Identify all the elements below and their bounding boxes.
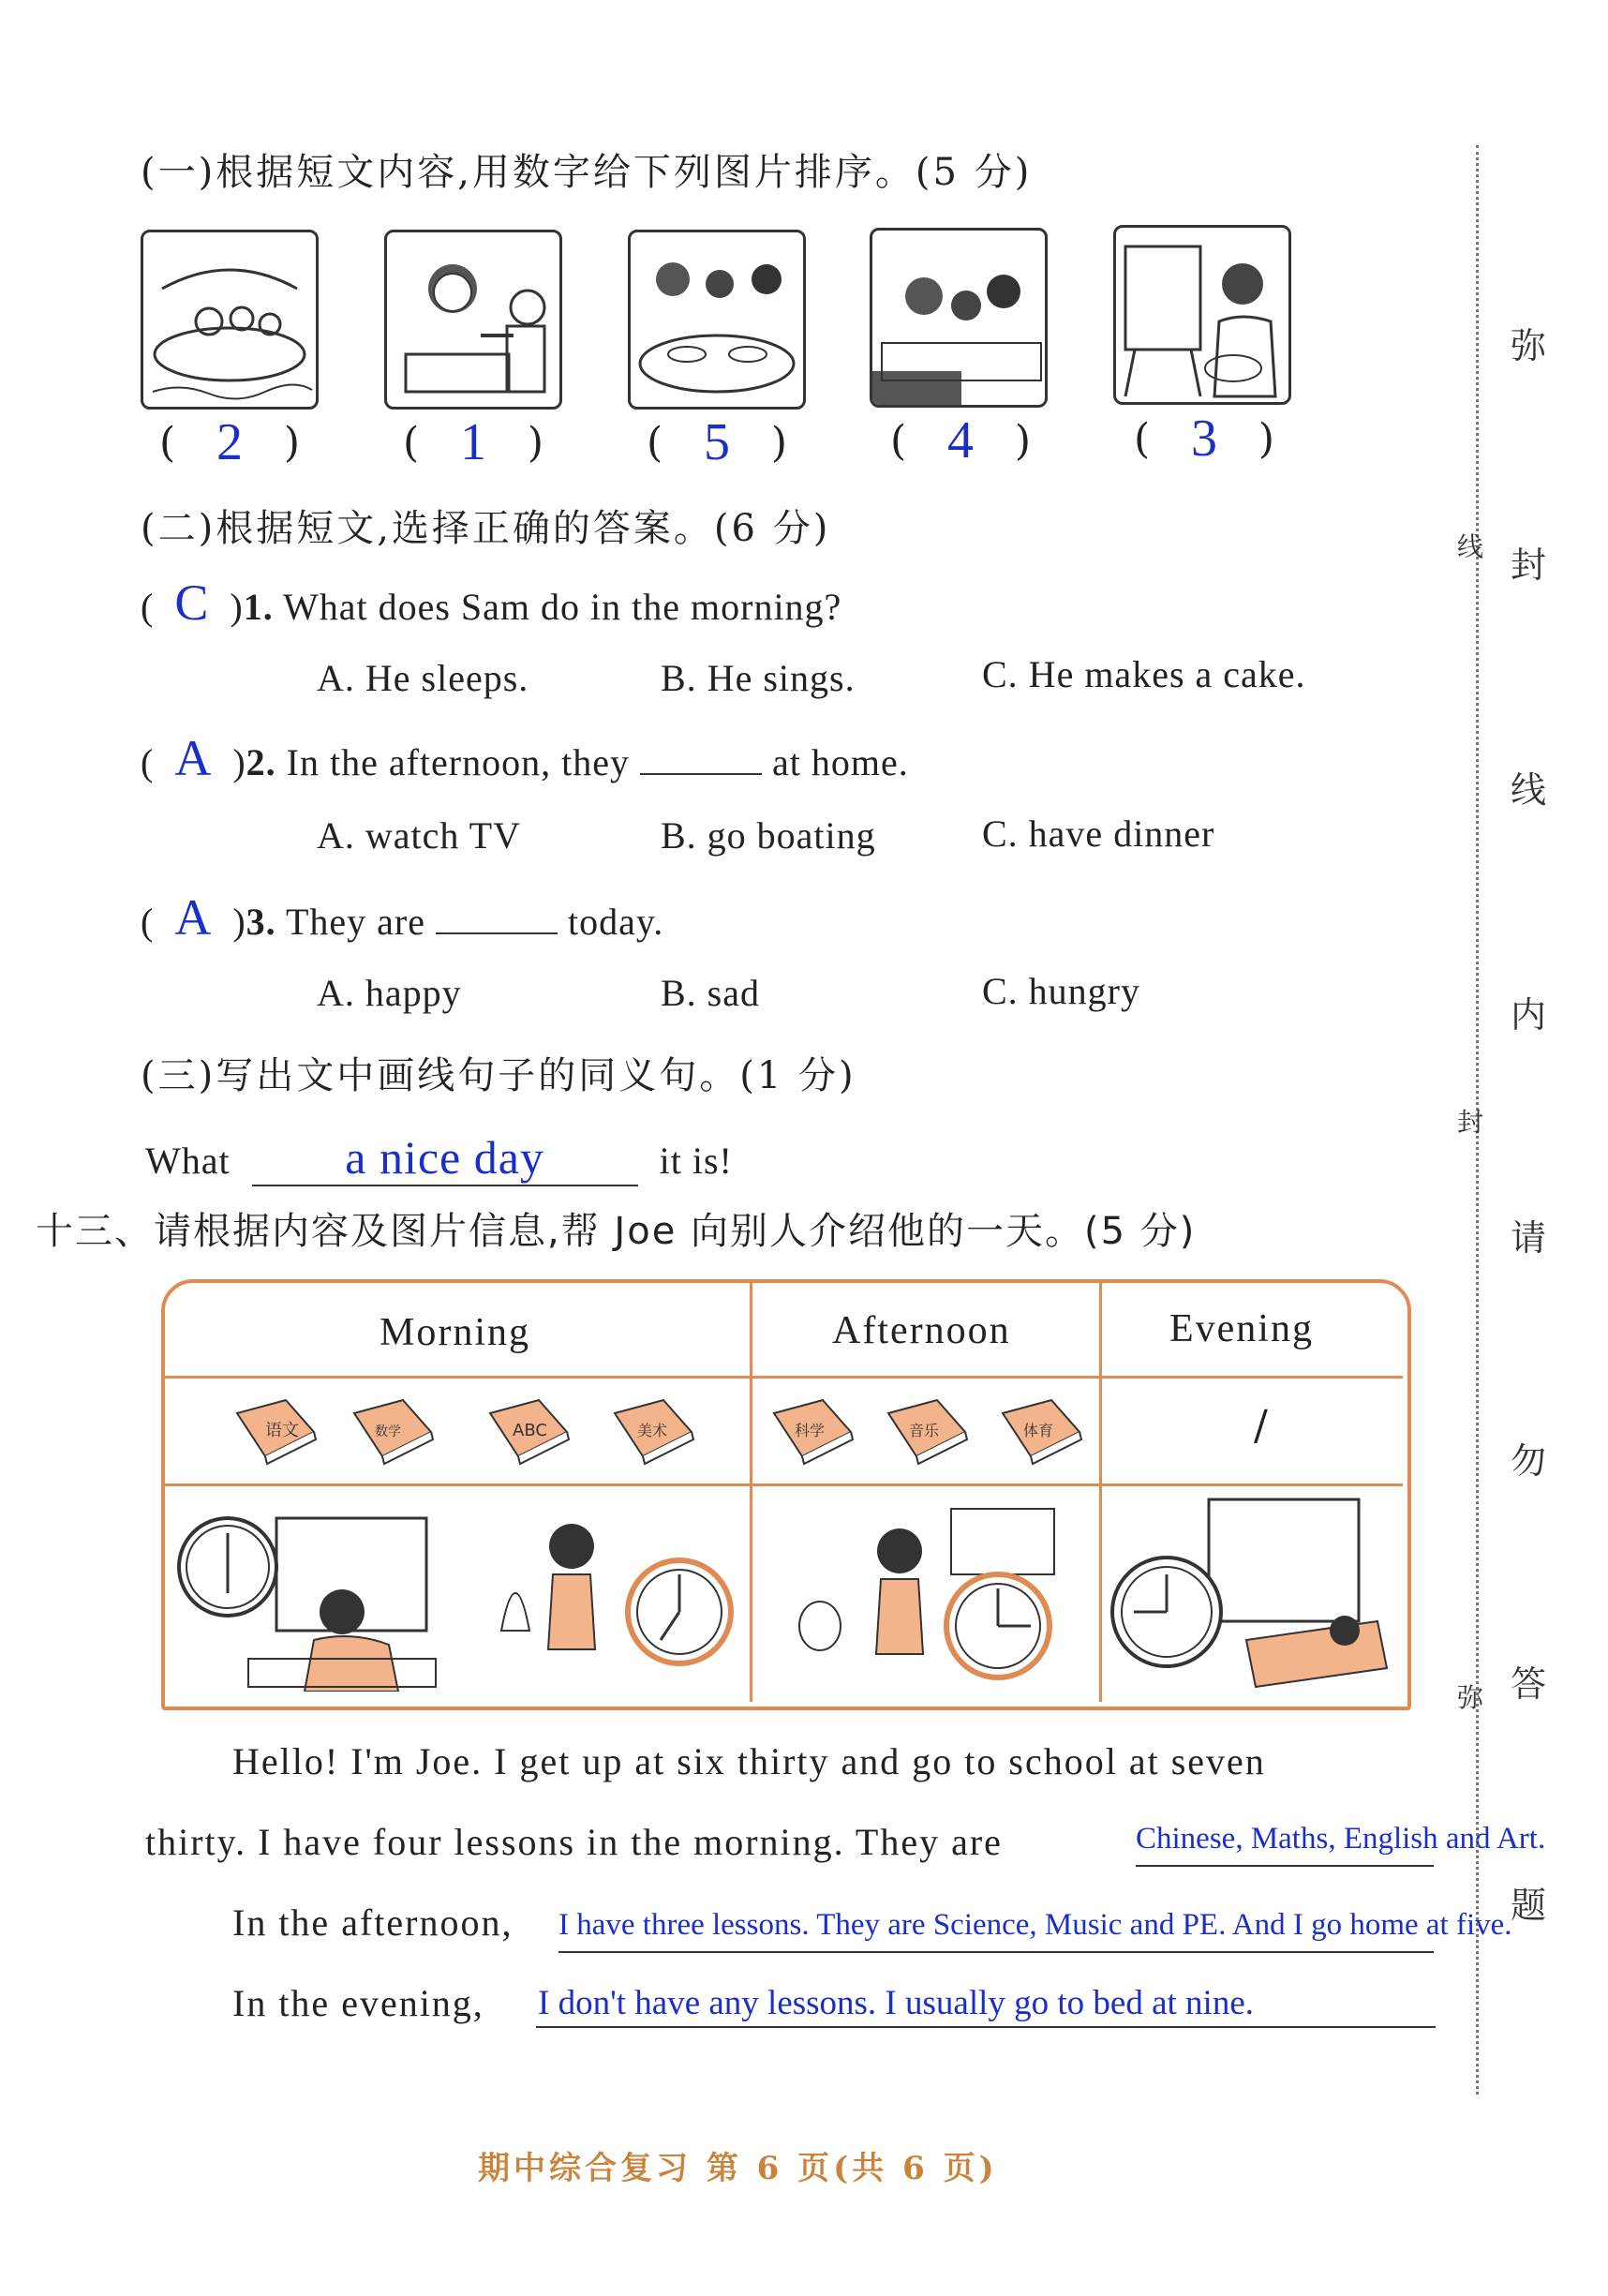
- part3-title: (三)写出文中画线句子的同义句。(1 分): [141, 1054, 856, 1097]
- picture-answer-2[interactable]: ( 1 ): [403, 413, 543, 471]
- chinese-book-icon: [230, 1394, 320, 1466]
- question-1-answer[interactable]: C: [174, 574, 210, 631]
- side-char-2: 封: [1511, 544, 1547, 586]
- side-char-8: 题: [1511, 1885, 1547, 1926]
- english-book-icon: [483, 1394, 573, 1466]
- column-evening: Evening: [1169, 1307, 1314, 1350]
- svg-text:ABC: ABC: [513, 1421, 547, 1440]
- side-char-7: 答: [1511, 1663, 1547, 1705]
- side-char-3: 线: [1511, 769, 1547, 811]
- column-afternoon: Afternoon: [832, 1309, 1011, 1352]
- q1-option-c[interactable]: C. He makes a cake.: [982, 653, 1306, 695]
- boy-painting-picture: [1113, 225, 1291, 405]
- question-3-blank[interactable]: [436, 904, 558, 934]
- side-char-6: 勿: [1511, 1440, 1547, 1482]
- part3-sentence: What a nice day it is!: [145, 1130, 733, 1186]
- picture-answer-5[interactable]: ( 3 ): [1134, 410, 1274, 468]
- pe-book-icon: [995, 1394, 1085, 1466]
- q1-option-a[interactable]: A. He sleeps.: [317, 657, 529, 699]
- go-to-school-scene-picture: [473, 1499, 745, 1696]
- svg-text:语文: 语文: [265, 1421, 299, 1440]
- wake-up-scene-picture: [173, 1499, 445, 1692]
- section13-title: 十三、请根据内容及图片信息,帮 Joe 向别人介绍他的一天。(5 分): [36, 1210, 1197, 1253]
- bedtime-scene-picture: [1106, 1490, 1396, 1696]
- side-char-5: 请: [1511, 1217, 1547, 1259]
- part3-answer-blank[interactable]: a nice day: [252, 1130, 638, 1186]
- paragraph-line-4: In the evening,: [232, 1982, 484, 2024]
- question-1: ( C )1. What does Sam do in the morning?: [141, 574, 842, 631]
- svg-text:美术: 美术: [637, 1422, 668, 1439]
- music-book-icon: [881, 1394, 971, 1466]
- picture-answer-3[interactable]: ( 5 ): [647, 413, 787, 471]
- binding-tiny-3: 弥: [1457, 1682, 1484, 1713]
- q3-option-b[interactable]: B. sad: [661, 972, 760, 1014]
- evening-no-lessons: /: [1254, 1402, 1268, 1450]
- part2-title: (二)根据短文,选择正确的答案。(6 分): [141, 507, 831, 550]
- answer-morning-lessons[interactable]: Chinese, Maths, English and Art.: [1136, 1822, 1546, 1856]
- family-tv-picture: [870, 228, 1048, 408]
- q1-option-b[interactable]: B. He sings.: [661, 657, 856, 699]
- go-home-scene-picture: [782, 1499, 1073, 1696]
- question-3-answer[interactable]: A: [174, 889, 213, 946]
- maths-book-icon: [347, 1394, 437, 1466]
- answer-evening[interactable]: I don't have any lessons. I usually go to bed at nine.: [538, 1984, 1254, 2022]
- question-2-blank[interactable]: [640, 745, 762, 775]
- binding-tiny-2: 封: [1457, 1107, 1484, 1138]
- mother-reading-picture: [384, 230, 562, 410]
- science-book-icon: [767, 1394, 856, 1466]
- picture-answer-1[interactable]: ( 2 ): [159, 413, 300, 471]
- q3-option-a[interactable]: A. happy: [317, 972, 462, 1014]
- svg-text:体育: 体育: [1023, 1422, 1054, 1439]
- art-book-icon: [607, 1394, 697, 1466]
- column-morning: Morning: [380, 1311, 530, 1354]
- part1-title: (一)根据短文内容,用数字给下列图片排序。(5 分): [141, 151, 1033, 194]
- question-2-answer[interactable]: A: [174, 730, 213, 786]
- binding-tiny-1: 线: [1457, 531, 1484, 562]
- svg-text:数学: 数学: [375, 1424, 401, 1439]
- question-2: ( A )2. In the afternoon, they at home.: [141, 730, 909, 786]
- question-3: ( A )3. They are today.: [141, 889, 664, 946]
- page-footer: 期中综合复习 第 6 页(共 6 页): [478, 2150, 998, 2187]
- svg-text:科学: 科学: [795, 1422, 826, 1439]
- side-char-1: 弥: [1511, 325, 1547, 366]
- paragraph-line-1: Hello! I'm Joe. I get up at six thirty and go to school at seven: [232, 1740, 1266, 1782]
- paragraph-line-2: thirty. I have four lessons in the morning. They are: [145, 1821, 1003, 1863]
- svg-text:音乐: 音乐: [909, 1422, 940, 1439]
- family-dinner-picture: [628, 230, 806, 410]
- q2-option-a[interactable]: A. watch TV: [317, 814, 521, 857]
- answer-afternoon-lessons[interactable]: I have three lessons. They are Science, Music and PE. And I go home at five.: [558, 1908, 1512, 1942]
- paragraph-line-3: In the afternoon,: [232, 1901, 514, 1944]
- side-char-4: 内: [1511, 994, 1547, 1036]
- q3-option-c[interactable]: C. hungry: [982, 970, 1140, 1012]
- picture-answer-4[interactable]: ( 4 ): [890, 411, 1031, 470]
- q2-option-c[interactable]: C. have dinner: [982, 813, 1215, 855]
- boating-family-picture: [141, 230, 319, 410]
- q2-option-b[interactable]: B. go boating: [661, 814, 876, 857]
